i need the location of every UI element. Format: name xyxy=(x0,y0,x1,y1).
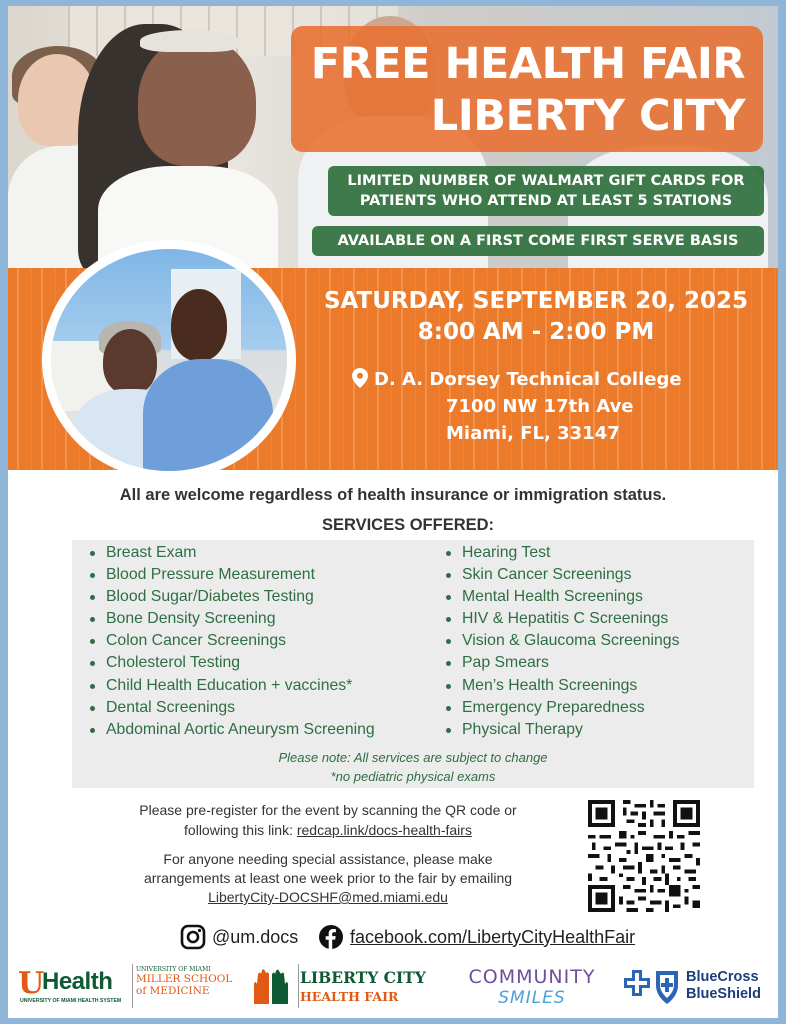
event-datetime xyxy=(300,286,772,348)
prereg-line-1: Please pre-register for the event by scanning the QR code or xyxy=(139,802,517,818)
bcbs-bluecross: BlueCross xyxy=(686,969,759,985)
venue-city: Miami, FL, 33147 xyxy=(446,423,620,444)
service-item: Dental Screenings xyxy=(90,697,375,719)
event-date: SATURDAY, SEPTEMBER 20, 2025 xyxy=(323,288,749,314)
service-item: Vision & Glaucoma Screenings xyxy=(446,630,679,652)
event-title xyxy=(291,26,763,152)
gift-line-1: LIMITED NUMBER OF WALMART GIFT CARDS FOR xyxy=(347,173,745,189)
service-item: Pap Smears xyxy=(446,652,679,674)
services-disclaimer: Please note: All services are subject to change xyxy=(278,750,548,765)
woman-face xyxy=(103,329,157,395)
bcbs-blueshield: BlueShield xyxy=(686,986,761,1002)
registration-qr-code[interactable] xyxy=(588,800,700,912)
preregistration-text xyxy=(88,800,568,840)
welcome-statement: All are welcome regardless of health insurance or immigration status. xyxy=(119,486,667,504)
service-item: Abdominal Aortic Aneurysm Screening xyxy=(90,719,375,741)
logo-divider xyxy=(298,964,299,1008)
availability-banner: AVAILABLE ON A FIRST COME FIRST SERVE BASIS xyxy=(312,226,764,256)
service-item: Blood Pressure Measurement xyxy=(90,564,375,586)
portrait-photo xyxy=(42,240,296,480)
assist-line-2: arrangements at least one week prior to the fair by emailing xyxy=(143,870,513,886)
libcity-fair: HEALTH FAIR xyxy=(300,989,399,1004)
facebook-text: facebook.com/LibertyCityHealthFair xyxy=(350,926,636,947)
instagram-text: @um.docs xyxy=(212,926,299,947)
miller-medicine: of MEDICINE xyxy=(136,985,210,997)
miller-name: MILLER SCHOOL xyxy=(136,973,233,985)
instagram-icon xyxy=(180,924,206,950)
services-list-right xyxy=(446,542,679,741)
gift-card-banner xyxy=(328,166,764,216)
community-smiles-logo xyxy=(452,960,612,1016)
service-item: Child Health Education + vaccines* xyxy=(90,675,375,697)
service-item: Breast Exam xyxy=(90,542,375,564)
services-list-left xyxy=(90,542,375,741)
uhealth-subtitle: UNIVERSITY OF MIAMI HEALTH SYSTEM xyxy=(20,998,122,1004)
logo-divider xyxy=(132,964,133,1008)
assistance-text xyxy=(88,850,568,907)
uhealth-logo xyxy=(18,960,130,1016)
location-pin-icon xyxy=(352,368,368,388)
service-item: Bone Density Screening xyxy=(90,608,375,630)
community-word: COMMUNITY xyxy=(468,966,596,988)
event-time: 8:00 AM - 2:00 PM xyxy=(417,319,655,345)
service-item: Men’s Health Screenings xyxy=(446,675,679,697)
service-item: Physical Therapy xyxy=(446,719,679,741)
prereg-line-2: following this link: xyxy=(184,822,293,838)
service-item: HIV & Hepatitis C Screenings xyxy=(446,608,679,630)
services-title: SERVICES OFFERED: xyxy=(321,516,495,534)
facebook-link[interactable] xyxy=(318,922,635,952)
service-item: Skin Cancer Screenings xyxy=(446,564,679,586)
bcbs-cross-shield-icon xyxy=(622,968,682,1008)
uhealth-u: U xyxy=(18,966,45,1001)
miller-school-logo xyxy=(136,960,246,1016)
gift-line-2: PATIENTS WHO ATTEND AT LEAST 5 STATIONS xyxy=(359,193,733,209)
service-item: Hearing Test xyxy=(446,542,679,564)
flyer xyxy=(8,6,778,1018)
service-item: Blood Sugar/Diabetes Testing xyxy=(90,586,375,608)
service-item: Cholesterol Testing xyxy=(90,652,375,674)
libcity-name: LIBERTY CITY xyxy=(300,968,426,987)
service-item: Emergency Preparedness xyxy=(446,697,679,719)
instagram-handle[interactable] xyxy=(180,922,298,952)
hero-photo xyxy=(8,6,778,268)
portrait-image xyxy=(51,249,287,471)
registration-link[interactable]: redcap.link/docs-health-fairs xyxy=(296,822,472,838)
venue-name: D. A. Dorsey Technical College xyxy=(374,369,682,390)
assistance-email-link[interactable]: LibertyCity-DOCSHF@med.miami.edu xyxy=(208,889,448,905)
hands-logo-icon xyxy=(250,960,292,1016)
pediatric-note: *no pediatric physical exams xyxy=(330,769,496,784)
title-line-2: LIBERTY CITY xyxy=(430,91,745,141)
facebook-icon xyxy=(318,924,344,950)
miller-univ: UNIVERSITY OF MIAMI xyxy=(136,966,211,973)
service-item: Colon Cancer Screenings xyxy=(90,630,375,652)
services-panel xyxy=(72,540,754,788)
sponsor-logos xyxy=(8,960,778,1016)
bluecross-blueshield-logo xyxy=(620,960,776,1016)
title-line-1: FREE HEALTH FAIR xyxy=(310,39,745,89)
venue-street: 7100 NW 17th Ave xyxy=(446,396,634,417)
service-item: Mental Health Screenings xyxy=(446,586,679,608)
uhealth-word: Health xyxy=(42,968,113,995)
liberty-city-health-fair-logo xyxy=(300,960,450,1016)
smiles-word: SMILES xyxy=(498,988,566,1008)
man-face xyxy=(171,289,227,361)
assist-line-1: For anyone needing special assistance, please make xyxy=(163,851,493,867)
man-shirt xyxy=(143,359,273,471)
event-location xyxy=(352,366,772,447)
